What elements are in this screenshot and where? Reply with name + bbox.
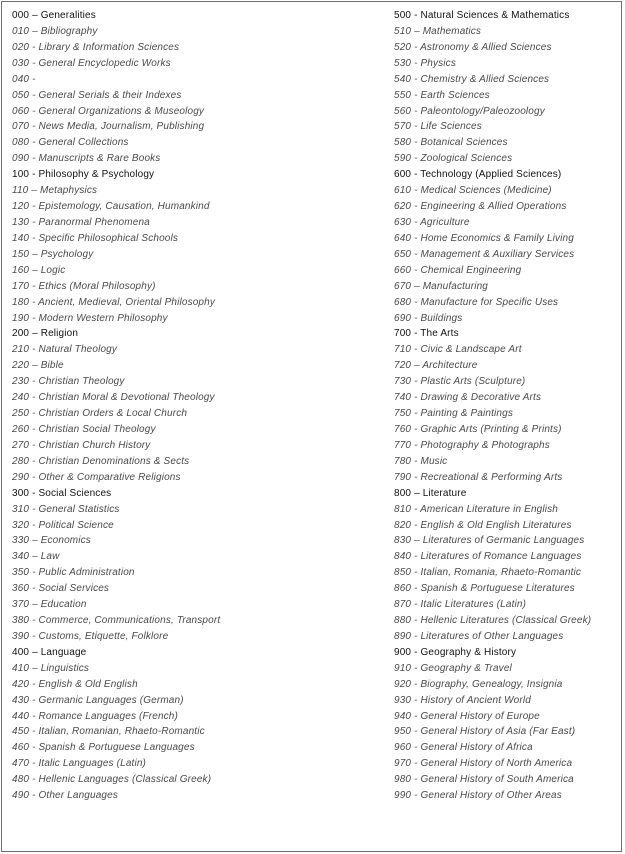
subclass-item: 280 - Christian Denominations & Sects [12, 455, 190, 467]
subclass-item: 640 - Home Economics & Family Living [394, 232, 574, 244]
subclass-item: 430 - Germanic Languages (German) [12, 694, 184, 706]
class-heading: 400 – Language [12, 646, 87, 658]
subclass-item: 670 – Manufacturing [394, 280, 489, 292]
subclass-item: 050 - General Serials & their Indexes [12, 89, 182, 101]
subclass-item: 310 - General Statistics [12, 503, 120, 515]
subclass-item: 820 - English & Old English Literatures [394, 519, 572, 531]
subclass-item: 570 - Life Sciences [394, 121, 482, 133]
subclass-item: 810 - American Literature in English [394, 503, 558, 515]
subclass-item: 970 - General History of North America [394, 758, 573, 770]
subclass-item: 830 – Literatures of Germanic Languages [394, 535, 585, 547]
subclass-item: 940 - General History of Europe [394, 710, 540, 722]
subclass-item: 950 - General History of Asia (Far East) [394, 726, 576, 738]
subclass-item: 290 - Other & Comparative Religions [12, 471, 181, 483]
subclass-item: 590 - Zoological Sciences [394, 153, 513, 165]
subclass-item: 090 - Manuscripts & Rare Books [12, 153, 161, 165]
subclass-item: 520 - Astronomy & Allied Sciences [394, 41, 552, 53]
subclass-item: 150 – Psychology [12, 248, 94, 260]
class-heading: 300 - Social Sciences [12, 487, 112, 499]
subclass-item: 420 - English & Old English [12, 678, 138, 690]
subclass-item: 370 – Education [12, 599, 87, 611]
subclass-item: 470 - Italic Languages (Latin) [12, 758, 147, 770]
class-heading: 000 – Generalities [12, 10, 96, 21]
subclass-item: 790 - Recreational & Performing Arts [394, 471, 563, 483]
subclass-item: 740 - Drawing & Decorative Arts [394, 392, 542, 404]
class-heading: 700 - The Arts [394, 328, 459, 340]
subclass-item: 240 - Christian Moral & Devotional Theology [12, 392, 215, 404]
subclass-item: 170 - Ethics (Moral Philosophy) [12, 280, 156, 292]
class-heading: 900 - Geography & History [394, 646, 517, 658]
subclass-item: 160 – Logic [12, 264, 66, 276]
subclass-item: 560 - Paleontology/Paleozoology [394, 105, 545, 117]
class-heading: 100 - Philosophy & Psychology [12, 169, 155, 181]
subclass-item: 530 - Physics [394, 57, 456, 69]
subclass-item: 080 - General Collections [12, 137, 129, 149]
class-heading: 200 – Religion [12, 328, 79, 340]
subclass-item: 840 - Literatures of Romance Languages [394, 551, 582, 563]
right-column [394, 8, 619, 804]
subclass-item: 860 - Spanish & Portuguese Literatures [394, 583, 575, 595]
subclass-item: 360 - Social Services [12, 583, 110, 595]
subclass-item: 030 - General Encyclopedic Works [12, 57, 171, 69]
subclass-item: 070 - News Media, Journalism, Publishing [12, 121, 205, 133]
subclass-item: 540 - Chemistry & Allied Sciences [394, 73, 550, 85]
subclass-item: 490 - Other Languages [12, 790, 119, 802]
subclass-item: 040 - [12, 73, 36, 85]
subclass-item: 870 - Italic Literatures (Latin) [394, 599, 527, 611]
subclass-item: 760 - Graphic Arts (Printing & Prints) [394, 423, 562, 435]
subclass-item: 650 - Management & Auxiliary Services [394, 248, 575, 260]
subclass-item: 850 - Italian, Romania, Rhaeto-Romantic [394, 567, 582, 579]
subclass-item: 960 - General History of Africa [394, 742, 533, 754]
class-heading: 600 - Technology (Applied Sciences) [394, 169, 562, 181]
class-group [394, 486, 619, 645]
class-group [394, 8, 619, 167]
subclass-item: 630 - Agriculture [394, 216, 470, 228]
class-group [12, 167, 382, 326]
subclass-item: 890 - Literatures of Other Languages [394, 630, 564, 642]
class-group [12, 8, 382, 167]
subclass-item: 020 - Library & Information Sciences [12, 41, 180, 53]
subclass-item: 250 - Christian Orders & Local Church [12, 408, 188, 420]
subclass-item: 550 - Earth Sciences [394, 89, 490, 101]
class-group [12, 486, 382, 645]
class-heading: 500 - Natural Sciences & Mathematics [394, 10, 570, 21]
subclass-item: 450 - Italian, Romanian, Rhaeto-Romantic [12, 726, 205, 738]
subclass-item: 220 – Bible [12, 360, 64, 372]
subclass-item: 180 - Ancient, Medieval, Oriental Philosophy [12, 296, 216, 308]
subclass-item: 920 - Biography, Genealogy, Insignia [394, 678, 563, 690]
subclass-item: 230 - Christian Theology [12, 376, 125, 388]
subclass-item: 120 - Epistemology, Causation, Humankind [12, 201, 210, 213]
subclass-item: 270 - Christian Church History [12, 439, 151, 451]
subclass-item: 060 - General Organizations & Museology [12, 105, 205, 117]
subclass-item: 190 - Modern Western Philosophy [12, 312, 168, 324]
subclass-item: 350 - Public Administration [12, 567, 135, 579]
subclass-item: 660 - Chemical Engineering [394, 264, 522, 276]
subclass-item: 780 - Music [394, 455, 448, 467]
subclass-item: 750 - Painting & Paintings [394, 408, 513, 420]
subclass-item: 460 - Spanish & Portuguese Languages [12, 742, 195, 754]
class-group [12, 326, 382, 485]
subclass-item: 440 - Romance Languages (French) [12, 710, 179, 722]
subclass-item: 690 - Buildings [394, 312, 463, 324]
subclass-item: 930 - History of Ancient World [394, 694, 531, 706]
subclass-item: 330 – Economics [12, 535, 91, 547]
subclass-item: 480 - Hellenic Languages (Classical Greek) [12, 774, 212, 786]
class-group [394, 326, 619, 485]
class-group [12, 645, 382, 804]
class-heading: 800 – Literature [394, 487, 467, 499]
subclass-item: 910 - Geography & Travel [394, 662, 512, 674]
class-group [394, 167, 619, 326]
subclass-item: 390 - Customs, Etiquette, Folklore [12, 630, 169, 642]
subclass-item: 880 - Hellenic Literatures (Classical Greek) [394, 615, 592, 627]
subclass-item: 340 – Law [12, 551, 60, 563]
subclass-item: 510 – Mathematics [394, 25, 482, 37]
subclass-item: 730 - Plastic Arts (Sculpture) [394, 376, 526, 388]
subclass-item: 140 - Specific Philosophical Schools [12, 232, 179, 244]
subclass-item: 710 - Civic & Landscape Art [394, 344, 522, 356]
subclass-item: 110 – Metaphysics [12, 185, 98, 197]
dewey-classification-page [1, 1, 622, 852]
subclass-item: 130 - Paranormal Phenomena [12, 216, 150, 228]
left-column [12, 8, 382, 804]
subclass-item: 410 – Linguistics [12, 662, 90, 674]
subclass-item: 380 - Commerce, Communications, Transport [12, 615, 221, 627]
subclass-item: 720 – Architecture [394, 360, 478, 372]
subclass-item: 320 - Political Science [12, 519, 114, 531]
class-group [394, 645, 619, 804]
subclass-item: 770 - Photography & Photographs [394, 439, 550, 451]
subclass-item: 620 - Engineering & Allied Operations [394, 201, 567, 213]
subclass-item: 010 – Bibliography [12, 25, 98, 37]
subclass-item: 260 - Christian Social Theology [12, 423, 156, 435]
subclass-item: 210 - Natural Theology [12, 344, 118, 356]
subclass-item: 990 - General History of Other Areas [394, 790, 562, 802]
subclass-item: 980 - General History of South America [394, 774, 574, 786]
subclass-item: 610 - Medical Sciences (Medicine) [394, 185, 552, 197]
subclass-item: 580 - Botanical Sciences [394, 137, 508, 149]
subclass-item: 680 - Manufacture for Specific Uses [394, 296, 559, 308]
